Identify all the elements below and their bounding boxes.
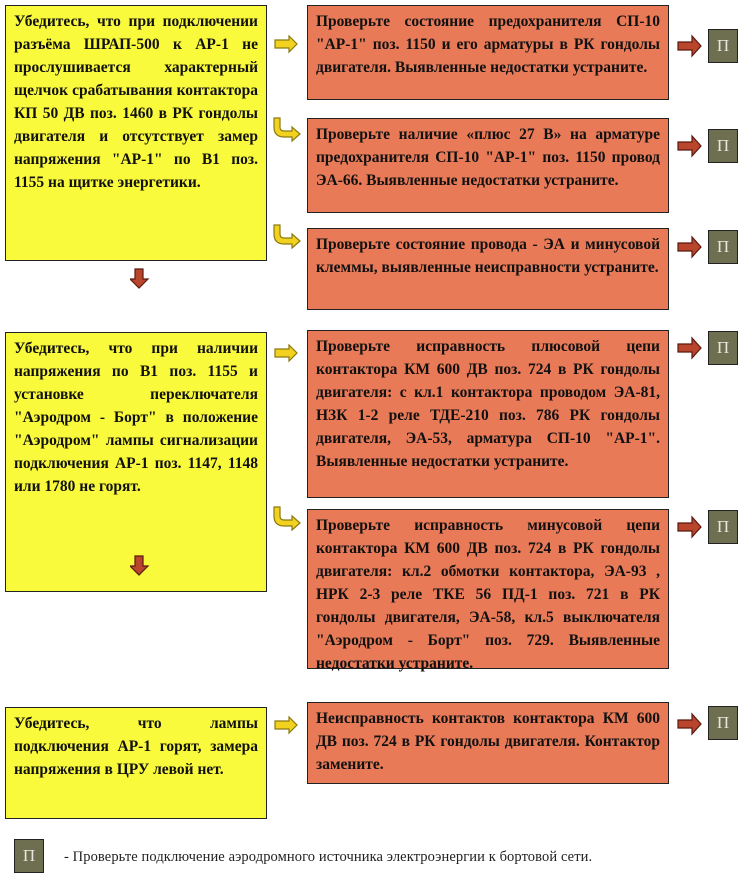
action-box-1-1 xyxy=(307,5,669,100)
check-box-2 xyxy=(5,332,267,592)
tag-p-3 xyxy=(708,230,738,264)
arrow-red-icon xyxy=(677,712,703,736)
arrow-red-icon xyxy=(677,34,703,58)
tag-label: П xyxy=(716,136,730,155)
tag-label: П xyxy=(716,36,730,55)
arrow-red-icon xyxy=(677,134,703,158)
check-text-3: Убедитесь, что лампы подключения АР-1 горят, замера напряжения в ЦРУ левой нет. xyxy=(14,715,258,778)
arrow-red-icon xyxy=(677,235,703,259)
arrow-down-icon xyxy=(130,555,150,577)
arrow-down-icon xyxy=(130,268,150,290)
tag-label: П xyxy=(716,338,730,357)
check-box-1 xyxy=(5,5,267,261)
action-text-1-2: Проверьте наличие «плюс 27 В» на арматуре предохранителя СП-10 "АР-1" поз. 1150 провод ЭА-66. Выявленные недостатки устраните. xyxy=(316,126,660,189)
tag-p-2 xyxy=(708,129,738,163)
tag-label: П xyxy=(716,237,730,256)
arrow-right-icon xyxy=(274,35,300,55)
action-text-2-1: Проверьте исправность плюсовой цепи контактора КМ 600 ДВ поз. 724 в РК гондолы двигателя: с кл.1 контактора проводом ЭА-81, НЗК 1-2 реле ТДЕ-210 поз. 786 РК гондолы двигателя, ЭА-53, арматура СП-10 "АР-1". Выявленные недостатки устраните. xyxy=(316,338,660,470)
tag-label: П xyxy=(716,517,730,536)
arrow-right-icon xyxy=(274,716,300,736)
check-text-2: Убедитесь, что при наличии напряжения по В1 поз. 1155 и установке переключателя "Аэродром - Борт" в положение "Аэродром" лампы сигнализации подключения АР-1 поз. 1147, 1148 или 1780 не горят. xyxy=(14,340,258,495)
action-text-1-1: Проверьте состояние предохранителя СП-10 "АР-1" поз. 1150 и его арматуры в РК гондолы двигателя. Выявленные недостатки устраните. xyxy=(316,13,660,76)
action-box-1-3 xyxy=(307,228,669,310)
arrow-bent-icon xyxy=(273,506,303,534)
tag-label: П xyxy=(716,713,730,732)
action-box-3-1 xyxy=(307,702,669,784)
tag-p-6 xyxy=(708,706,738,740)
action-text-1-3: Проверьте состояние провода - ЭА и минусовой клеммы, выявленные неисправности устраните. xyxy=(316,236,660,276)
action-text-2-2: Проверьте исправность минусовой цепи контактора КМ 600 ДВ поз. 724 в РК гондолы двигателя: кл.2 обмотки контактора, ЭА-93 , НРК 2-3 реле ТКЕ 56 ПД-1 поз. 721 в РК гондолы двигателя, ЭА-58, кл.5 выключателя "Аэродром - Борт" поз. 729. Выявленные недостатки устраните. xyxy=(316,517,660,672)
arrow-right-icon xyxy=(274,344,300,364)
arrow-bent-icon xyxy=(273,224,303,252)
legend-tag xyxy=(14,839,44,873)
legend-label: П xyxy=(22,846,36,865)
check-box-3 xyxy=(5,707,267,819)
arrow-red-icon xyxy=(677,515,703,539)
action-text-3-1: Неисправность контактов контактора КМ 600 ДВ поз. 724 в РК гондолы двигателя. Контактор замените. xyxy=(316,710,660,773)
arrow-red-icon xyxy=(677,336,703,360)
action-box-2-1 xyxy=(307,330,669,498)
action-box-1-2 xyxy=(307,118,669,213)
tag-p-5 xyxy=(708,510,738,544)
check-text-1: Убедитесь, что при подключении разъёма ШРАП-500 к АР-1 не прослушивается характерный щелчок срабатывания контактора КП 50 ДВ поз. 1460 в РК гондолы двигателя и отсутствует замер напряжения "АР-1" по В1 поз. 1155 на щитке энергетики. xyxy=(14,13,258,191)
legend-text: - Проверьте подключение аэродромного источника электроэнергии к бортовой сети. xyxy=(64,849,593,865)
tag-p-4 xyxy=(708,331,738,365)
action-box-2-2 xyxy=(307,509,669,672)
arrow-bent-icon xyxy=(273,117,303,145)
tag-p-1 xyxy=(708,29,738,63)
